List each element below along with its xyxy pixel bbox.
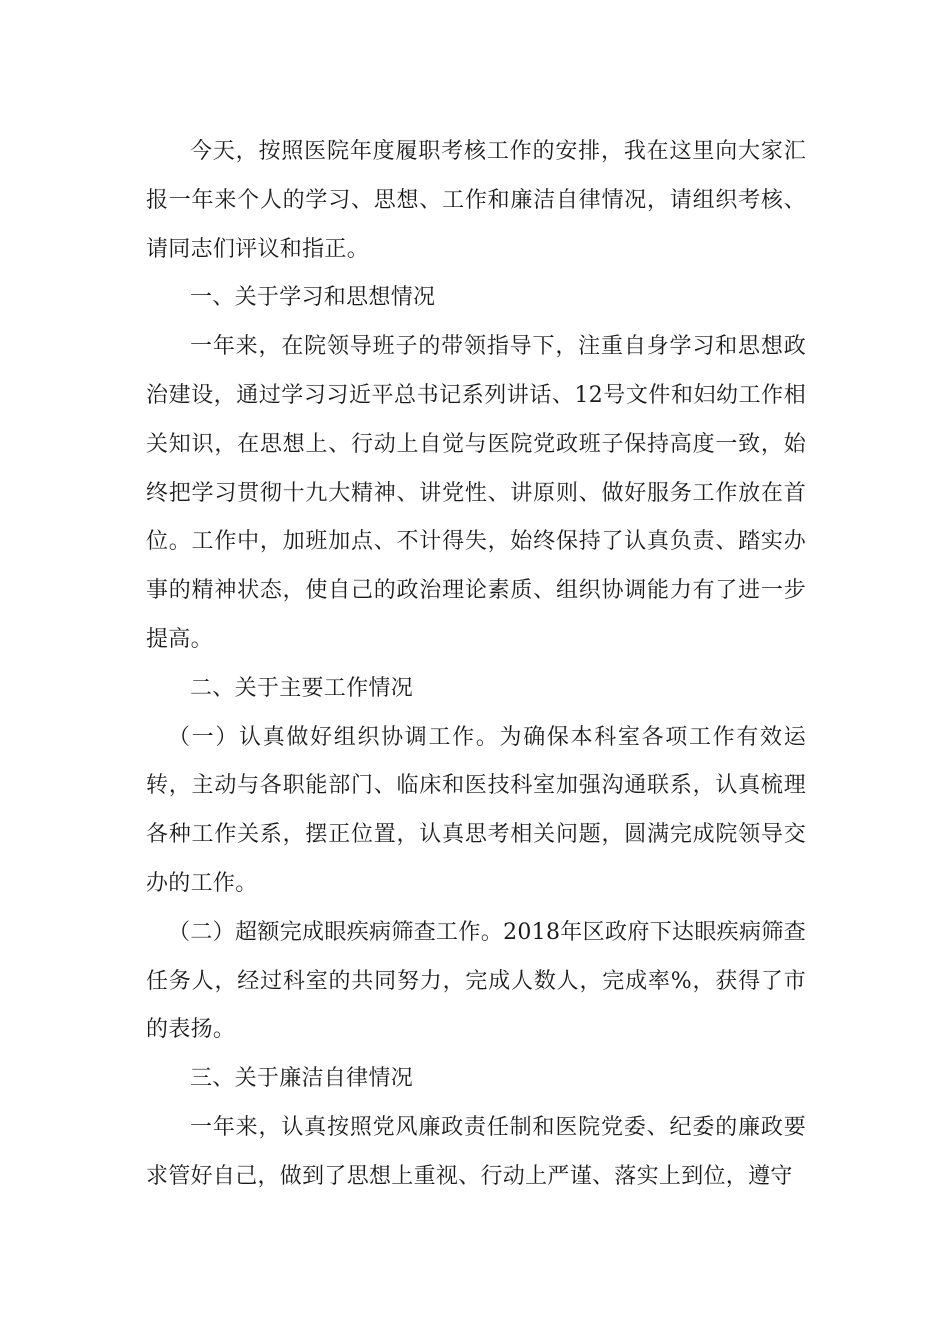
- intro-paragraph: 今天，按照医院年度履职考核工作的安排，我在这里向大家汇报一年来个人的学习、思想、工作和廉洁自律情况，请组织考核、请同志们评议和指正。: [146, 139, 806, 262]
- document-body: [146, 128, 806, 1202]
- study-paragraph: 一年来，在院领导班子的带领指导下，注重自身学习和思想政治建设，通过学习习近平总书记系列讲话、12号文件和妇幼工作相关知识，在思想上、行动上自觉与医院党政班子保持高度一致，始终把学习贯彻十九大精神、讲党性、讲原则、做好服务工作放在首位。工作中，加班加点、不计得失，始终保持了认真负责、踏实办事的精神状态，使自己的政治理论素质、组织协调能力有了进一步提高。: [146, 334, 806, 652]
- work-item-coordination: （一）认真做好组织协调工作。为确保本科室各项工作有效运转，主动与各职能部门、临床和医技科室加强沟通联系，认真梳理各种工作关系，摆正位置，认真思考相关问题，圆满完成院领导交办的工作。: [146, 724, 806, 896]
- integrity-paragraph: 一年来，认真按照党风廉政责任制和医院党委、纪委的廉政要求管好自己，做到了思想上重视、行动上严谨、落实上到位，遵守: [146, 1114, 806, 1189]
- section-heading-study: 一、关于学习和思想情况: [190, 285, 436, 311]
- section-heading-integrity: 三、关于廉洁自律情况: [190, 1066, 414, 1092]
- work-item-screening: （二）超额完成眼疾病筛查工作。2018年区政府下达眼疾病筛查任务人，经过科室的共同努力，完成人数人，完成率%，获得了市的表扬。: [146, 919, 806, 1043]
- section-heading-work: 二、关于主要工作情况: [190, 675, 414, 701]
